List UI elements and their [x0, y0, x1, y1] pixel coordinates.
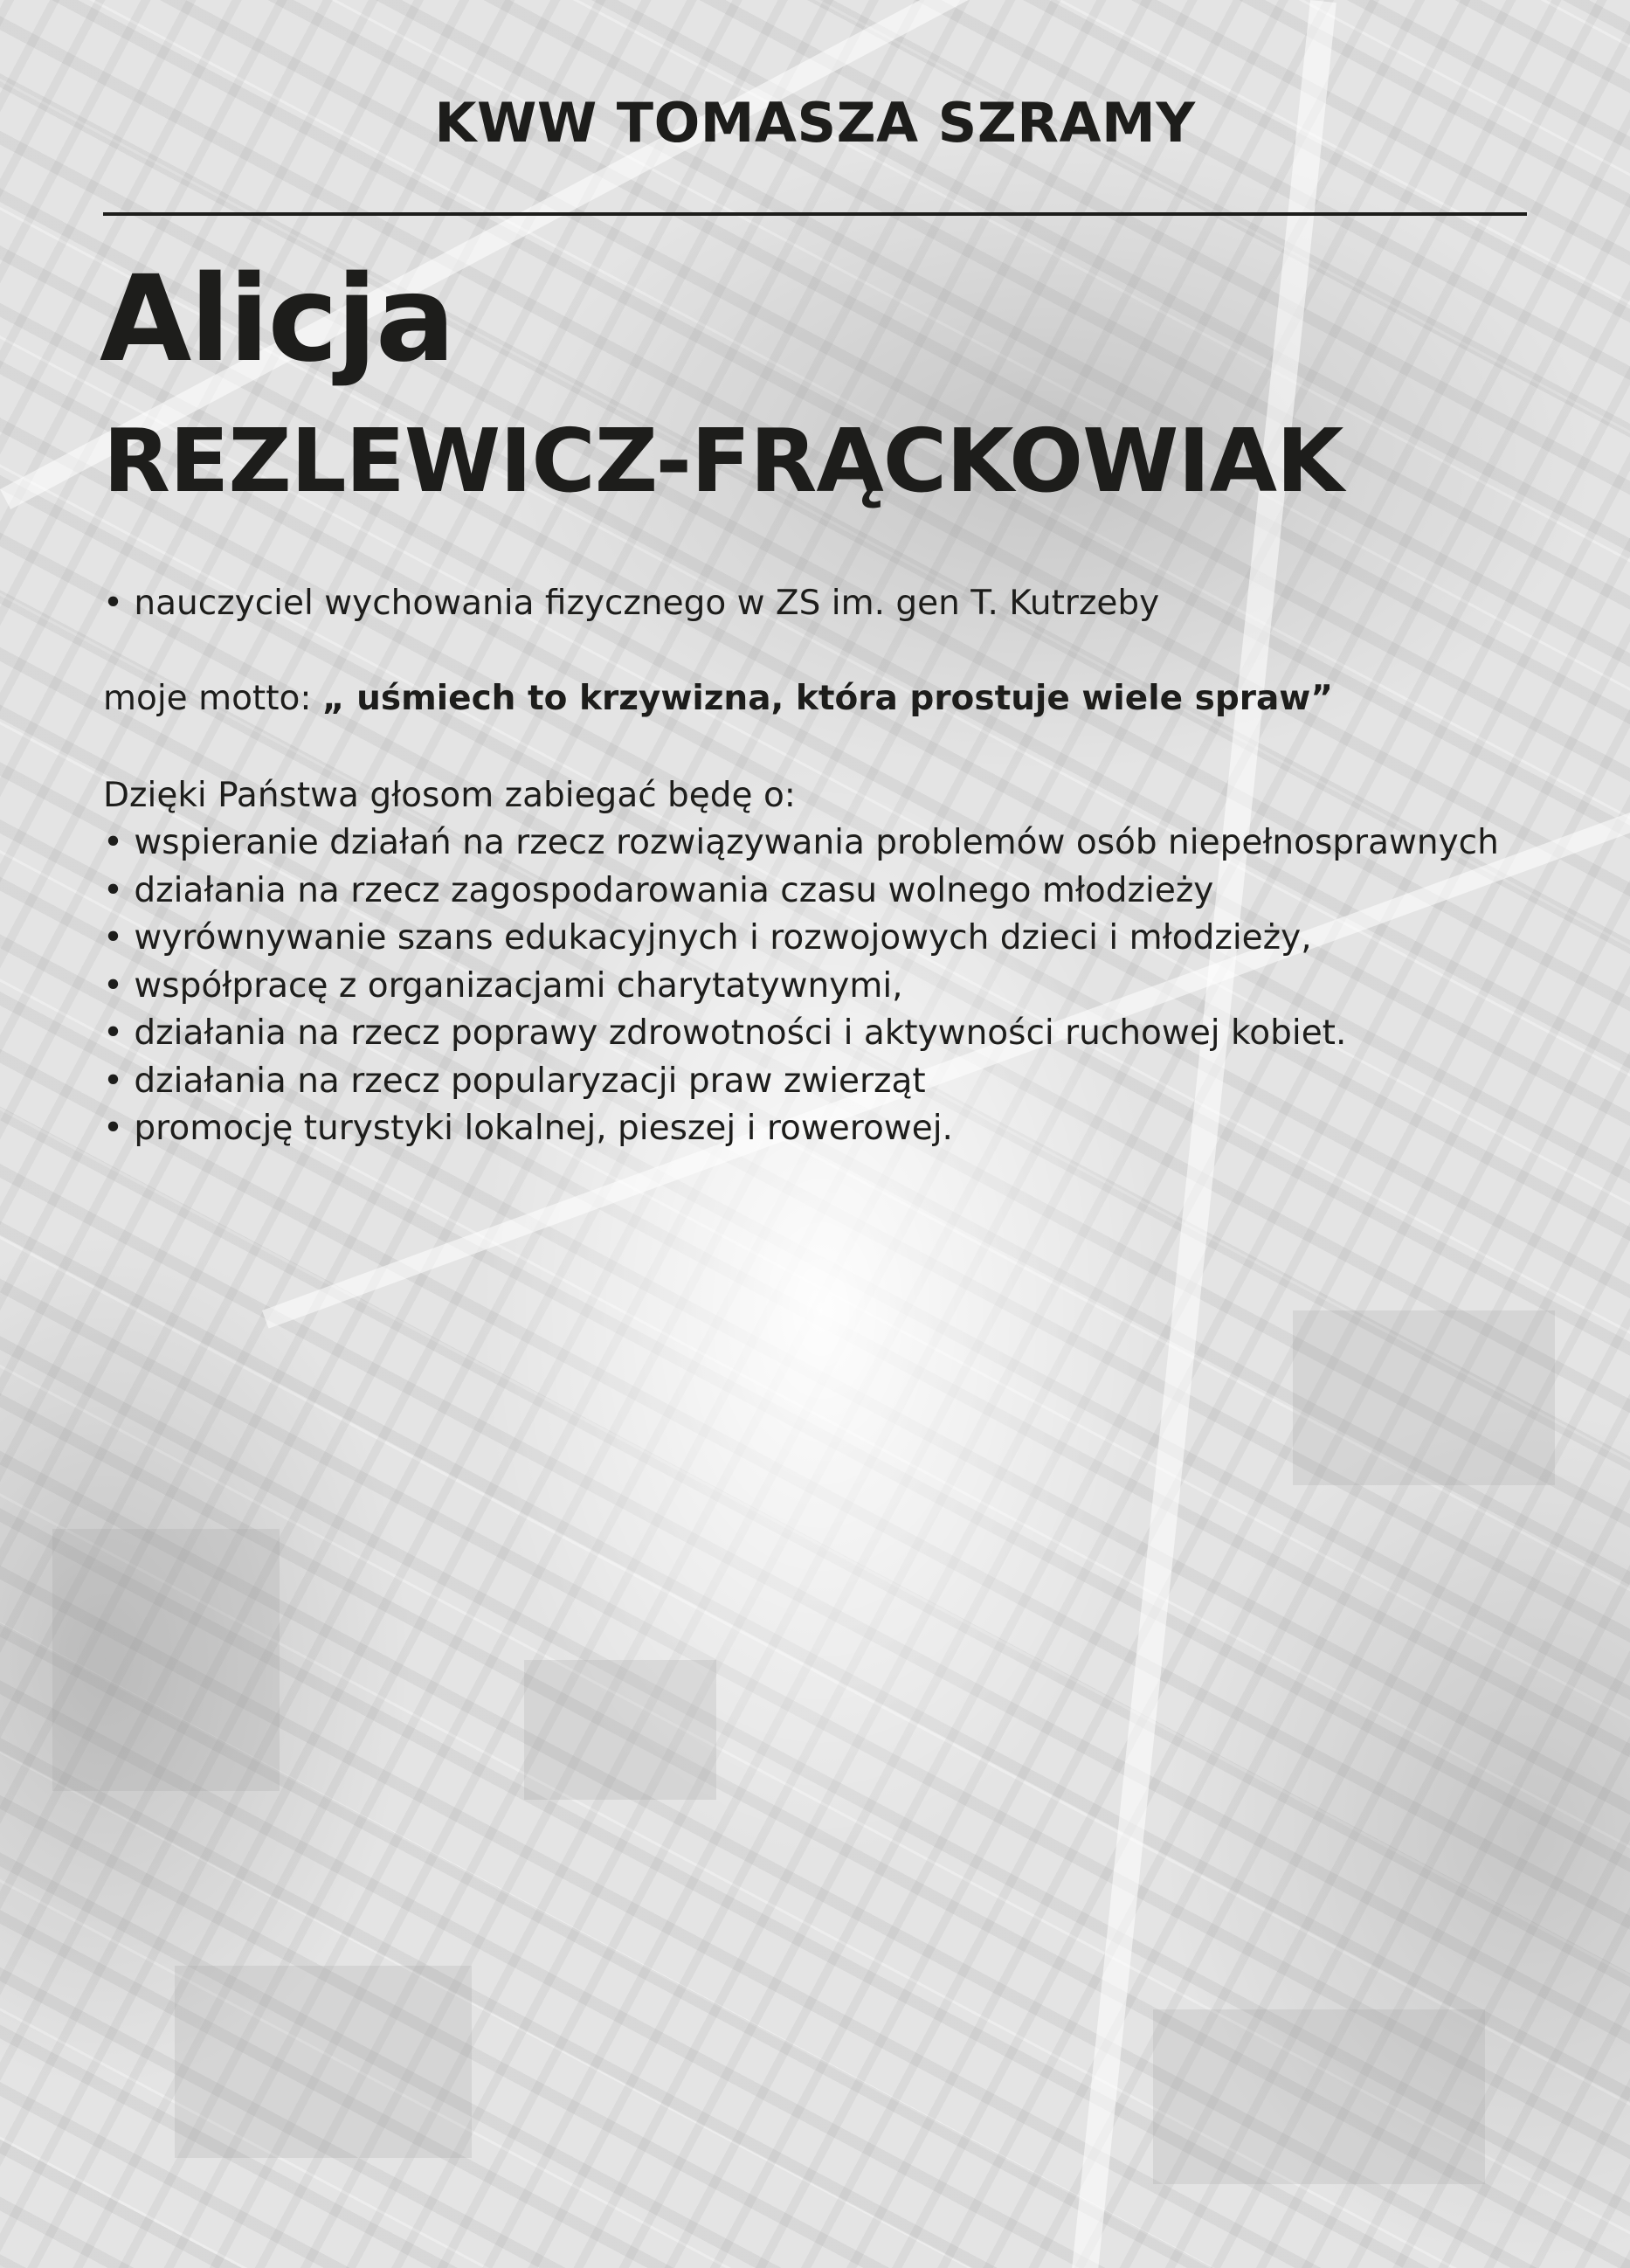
motto-text: „ uśmiech to krzywizna, która prostuje wiele spraw”	[321, 679, 1333, 718]
program-item: • działania na rzecz poprawy zdrowotności i aktywności ruchowej kobiet.	[103, 1010, 1499, 1058]
header-divider	[103, 212, 1527, 216]
committee-header: KWW TOMASZA SZRAMY	[434, 91, 1196, 155]
program-list	[103, 819, 1499, 1153]
candidate-occupation: • nauczyciel wychowania fizycznego w ZS im. gen T. Kutrzeby	[103, 584, 1160, 623]
motto-label: moje motto:	[103, 679, 322, 718]
program-intro: Dzięki Państwa głosom zabiegać będę o:	[103, 776, 796, 815]
program-item: • działania na rzecz popularyzacji praw zwierząt	[103, 1058, 1499, 1106]
program-item: • wyrównywanie szans edukacyjnych i rozwojowych dzieci i młodzieży,	[103, 915, 1499, 963]
program-item: • współpracę z organizacjami charytatywnymi,	[103, 963, 1499, 1011]
program-item: • wspieranie działań na rzecz rozwiązywania problemów osób niepełnosprawnych	[103, 819, 1499, 868]
program-item: • promocję turystyki lokalnej, pieszej i rowerowej.	[103, 1105, 1499, 1153]
program-item: • działania na rzecz zagospodarowania czasu wolnego młodzieży	[103, 868, 1499, 916]
candidate-first-name: Alicja	[100, 251, 454, 389]
candidate-last-name: REZLEWICZ-FRĄCKOWIAK	[103, 410, 1343, 512]
motto-line	[103, 675, 1333, 723]
